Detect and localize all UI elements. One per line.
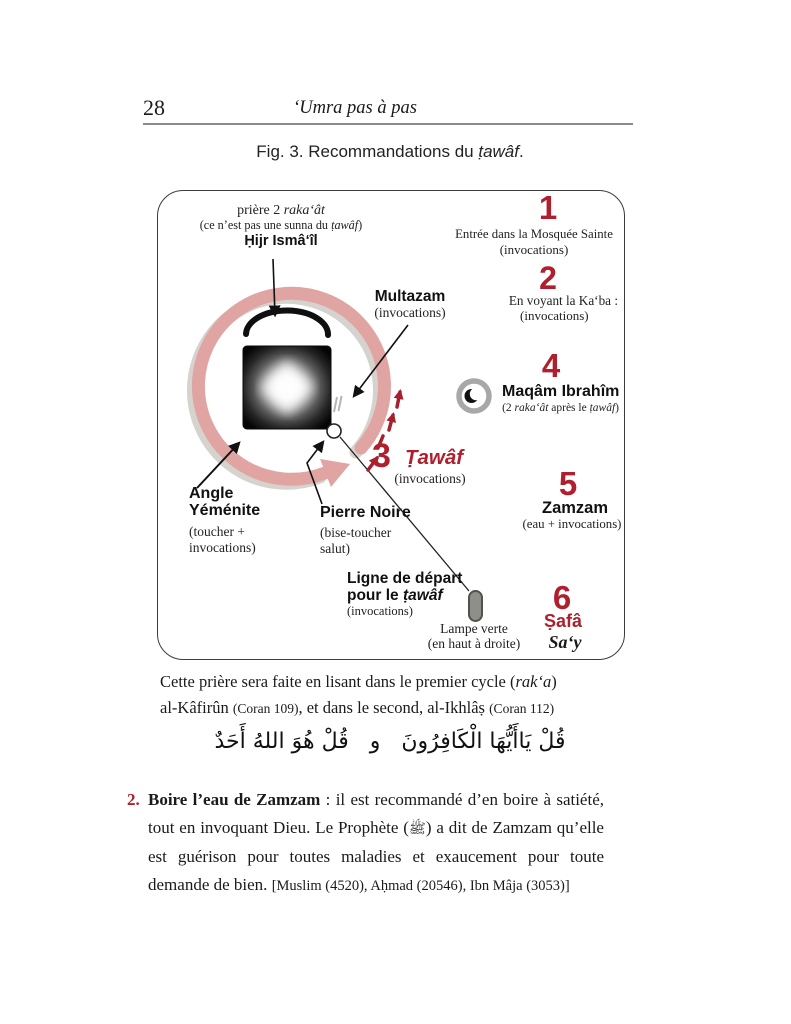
paragraph-prayer-run2: al-Kâfirûn xyxy=(160,698,233,717)
hijr-line2: (ce n’est pas une sunna du xyxy=(199,218,332,232)
hijr-title: Ḥijr Ismâ‘îl xyxy=(244,233,318,249)
step-4-number: 4 xyxy=(541,347,561,384)
paragraph-prayer-run1-close: ) xyxy=(551,672,557,691)
tawaf-title: Ṭawâf xyxy=(405,446,464,469)
ligne-depart-note: (invocations) xyxy=(347,604,413,618)
angle-yemenite-title1: Angle xyxy=(189,485,234,502)
paragraph-prayer-coran109: (Coran 109) xyxy=(232,701,299,716)
pierre-noire-note2: salut) xyxy=(320,541,350,556)
step-2-note: (invocations) xyxy=(520,308,589,323)
step-2-title: En voyant la Ka‘ba : xyxy=(508,293,618,308)
step-4-note xyxy=(502,402,619,414)
item-2-body2: ) a dit de Zamzam qu’elle est guérison pour toutes maladies et exaucement pour toute demande de bien. xyxy=(148,817,604,894)
hijr-line1-italic: raka‘ât xyxy=(283,203,325,218)
step-1-number: 1 xyxy=(538,189,558,226)
step-6-number: 6 xyxy=(552,579,572,616)
multazam-label xyxy=(350,289,470,320)
figure-caption-term: ṭawâf xyxy=(478,142,519,161)
step-5-note: (eau + invocations) xyxy=(522,517,622,531)
step-4-note-pre: (2 xyxy=(502,402,515,414)
figure-caption-prefix: Fig. 3. Recommandations du xyxy=(256,142,479,161)
item-2-lead: Boire l’eau de Zamzam xyxy=(148,790,321,809)
angle-yemenite-note1: (toucher + xyxy=(189,524,245,539)
paragraph-prayer-rak-a: rak‘a xyxy=(515,672,552,691)
angle-yemenite-title2: Yéménite xyxy=(189,502,261,519)
multazam-note: (invocations) xyxy=(374,305,446,320)
angle-yemenite-note2: invocations) xyxy=(189,540,256,555)
item-2-paragraph xyxy=(127,786,604,900)
figure-caption-suffix: . xyxy=(518,142,524,161)
step-6-subtitle: Sa‘y xyxy=(548,632,582,652)
hijr-line1: prière 2 xyxy=(237,203,284,218)
ligne-depart-label xyxy=(347,571,462,618)
multazam-ticks-icon xyxy=(334,396,342,412)
hijr-pointer-arrow xyxy=(273,259,275,315)
step-4-note-mid: après le xyxy=(548,402,590,414)
ligne-depart-title2: pour le xyxy=(347,586,403,604)
multazam-title: Multazam xyxy=(374,288,446,305)
paragraph-prayer xyxy=(160,669,557,722)
pbuh-symbol: ﷺ xyxy=(408,820,426,837)
pierre-noire-label xyxy=(320,504,411,557)
paragraph-prayer-run1: Cette prière sera faite en lisant dans le premier cycle ( xyxy=(160,672,516,691)
step-1-title: Entrée dans la Mosquée Sainte xyxy=(455,227,613,241)
hijr-line2-suffix: ) xyxy=(358,218,363,232)
ligne-depart-title2-italic: ṭawâf xyxy=(402,586,443,604)
step-4-title: Maqâm Ibrahîm xyxy=(502,383,620,400)
figure-caption xyxy=(140,142,640,162)
figure-box xyxy=(157,190,625,660)
step-4-note-italic2: ṭawâf xyxy=(589,402,616,414)
tawaf-note: (invocations) xyxy=(394,471,466,486)
lampe-verte-label xyxy=(413,621,535,651)
step-1-note: (invocations) xyxy=(499,242,569,257)
step-4-note-italic: raka‘ât xyxy=(514,402,549,414)
item-2-marker: 2. xyxy=(127,790,140,809)
paragraph-prayer-coran112: (Coran 112) xyxy=(489,701,555,716)
lampe-verte-note: (en haut à droite) xyxy=(427,636,521,651)
pierre-noire-title: Pierre Noire xyxy=(320,504,411,521)
item-2-references: [Muslim (4520), Aḥmad (20546), Ibn Mâja (3053)] xyxy=(271,877,570,894)
paragraph-prayer-run3: , et dans le second, al-Ikhlâṣ xyxy=(298,698,490,717)
item-2-body1: il est recommandé d’en boire à satiété, tout en invoquant Dieu. Le Prophète ( xyxy=(148,790,604,837)
tawaf-step-number: 3 xyxy=(372,437,391,475)
maqam-ibrahim-icon xyxy=(459,381,489,411)
hijr-label xyxy=(186,203,376,250)
angle-yemenite-label xyxy=(189,485,260,556)
step-2-number: 2 xyxy=(539,260,557,296)
hijr-line2-italic: ṭawâf xyxy=(331,218,359,232)
step-5-number: 5 xyxy=(558,465,578,502)
pierre-noire-note1: (bise-toucher xyxy=(320,525,392,540)
header-rule xyxy=(143,123,633,125)
step-6-title: Ṣafâ xyxy=(543,611,583,631)
green-lamp-icon xyxy=(469,591,482,621)
ligne-depart-title1: Ligne de départ xyxy=(347,570,463,587)
hijr-arc-icon xyxy=(246,310,328,335)
item-2-separator: : xyxy=(320,790,336,809)
step-5-title: Zamzam xyxy=(541,499,609,517)
pierre-noire-dot xyxy=(327,424,341,438)
arabic-verse: قُلْ يَاأَيُّهَا الْكَافِرُونَ و قُلْ هُوَ اللهُ أَحَدٌ xyxy=(214,729,566,754)
step-4-note-suffix: ) xyxy=(615,402,619,414)
lampe-verte-title: Lampe verte xyxy=(440,621,508,636)
page-number: 28 xyxy=(143,95,165,120)
running-title: ‘Umra pas à pas xyxy=(293,98,417,118)
